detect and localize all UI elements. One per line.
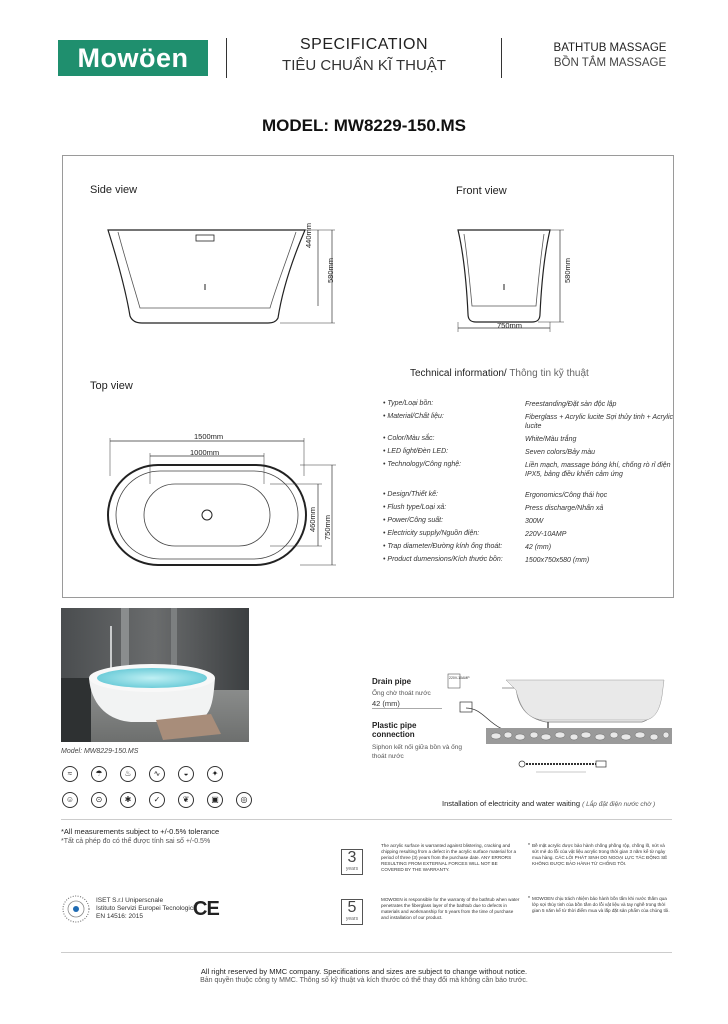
asterisk: * [528,896,530,902]
leaf-icon: ❦ [178,792,194,808]
spec-value: 1500x750x580 (mm) [525,557,590,564]
warranty-unit: years [345,916,359,922]
tech-info-title [410,368,589,379]
plastic-pipe-label: Plastic pipe connection [372,721,417,739]
installation-diagram [446,672,672,782]
warranty-unit: years [345,866,359,872]
spec-label: • Technology/Công nghệ: [383,461,462,468]
spec-row [383,491,673,504]
cert-icon: ✓ [149,792,165,808]
bath-icon: ≈ [62,766,78,782]
installation-caption-vi: ( Lắp đặt điện nước chờ ) [582,801,656,808]
photo-caption: Model: MW8229-150.MS [61,748,139,755]
footer-copyright-vi: Bản quyền thuộc công ty MMC. Thông số kỹ thuật và kích thước có thể thay đổi mà không cần báo trước. [200,977,528,984]
shower-icon: ☂ [91,766,107,782]
category-title-vi: BỒN TẮM MASSAGE [553,57,667,69]
panel-icon: ▣ [207,792,223,808]
tolerance-note: *All measurements subject to +/-0.5% tolerance [61,827,220,836]
spec-label: • Power/Công suất: [383,517,444,524]
warranty-years: 3 [347,849,357,866]
plastic-pipe-sub: Siphon kết nối giữa bồn và ống thoát nước [372,744,463,760]
warranty-5-years-badge [341,899,363,925]
tolerance-note-vi: *Tất cả phép đo có thể được tính sai số +/-0.5% [61,838,211,845]
spec-row [383,400,673,413]
massage-icon: ∿ [149,766,165,782]
drain-pipe-sub: Ống chờ thoát nước [372,690,431,697]
power-tag: 220V-10AMP [449,676,470,680]
wave-icon: ◒ [178,766,194,782]
warranty-3-text-vi: Bề mặt acrylic được bảo hành chống phồng rộp, chống lõ, nứt và sứt mẻ do lỗi của vật liệu acrylic trong thời gian 3 năm kể từ ngày mua hàng. CÁC LỖI PHÁT SINH DO NGOẠI LỰC TÁC ĐỘNG SẼ KHÔNG ĐƯỢC BẢO HÀNH TỪ CHỐNG TÔI. [532,843,668,866]
top-inner-length: 1000mm [190,448,220,457]
top-length: 1500mm [194,432,224,441]
spec-label: • Flush type/Loại xả: [383,504,447,511]
top-width: 750mm [323,514,332,540]
spec-label: • LED light/Đèn LED: [383,448,449,455]
side-inner-height: 440mm [304,222,313,248]
warranty-years: 5 [347,899,357,916]
top-view-label: Top view [90,380,133,392]
spec-value: 42 (mm) [525,544,552,551]
spec-row [383,530,673,543]
front-view-drawing [450,222,580,337]
spec-value: Liền mạch, massage bóng khí, chống rò rỉ điện IPX5, bảng điều khiển cảm ứng [525,462,671,478]
front-view-label: Front view [456,185,507,197]
spec-row [383,517,673,530]
spec-value: White/Màu trắng [525,436,577,443]
spec-row [383,435,673,448]
spec-label: • Color/Màu sắc: [383,435,435,442]
cert-line1: ISET S.r.l Uniperscnale [96,897,164,904]
ce-mark-icon: CE [193,898,219,920]
person-icon: ☺ [62,792,78,808]
spec-value: Press discharge/Nhấn xả [525,505,604,512]
installation-caption [442,799,655,808]
warranty-3-text: The acrylic surface is warranted against blistering, cracking and chipping resulting from a defect in the acrylic surface material for a period of three (3) years from the purchase date. ANY ERRORS RESULTING FROM EXTERNAL FORCES WILL NOT BE COVERED BY THE WARRANTY. [381,843,517,872]
bathtub-photo-illustration [61,608,249,742]
model-heading: MODEL: MW8229-150.MS [261,116,467,135]
spec-value: Ergonomics/Công thái học [525,492,608,499]
product-photo [61,608,249,742]
brand-logo: Mowöen [58,40,208,76]
spec-value: Freestanding/Đặt sàn độc lập [525,401,617,408]
spec-list [383,400,673,569]
footer-divider [61,952,672,953]
thermometer-icon: ♨ [120,766,136,782]
spec-value: 300W [525,518,544,525]
front-height: 580mm [563,257,572,283]
overflow-icon [196,235,214,241]
drain-pipe-value: 42 (mm) [372,699,400,708]
side-outer-height: 580mm [326,257,335,283]
spec-label: • Design/Thiết kế: [383,491,438,498]
spec-value: 220V-10AMP [525,531,567,538]
asterisk: * [528,843,530,849]
spec-label: • Trap diameter/Đường kính ống thoát: [383,543,503,550]
section-divider [61,819,672,820]
warranty-5-text: MOWOEN is responsible for the warranty of the bathtub when water penetrates the fiberglass layer of the bathtub due to defects in materials and workmanship for 5 years from the time of purchase and installation of our product. [381,897,520,920]
spec-value: Fiberglass + Acrylic lucite Sợi thủy tinh + Acrylic lucite [525,414,674,430]
spec-row [383,504,673,517]
spec-row [383,556,673,569]
side-view-label: Side view [90,184,138,196]
jet-icon: ✱ [120,792,136,808]
category-title: BATHTUB MASSAGE [553,42,667,54]
cert-line3: EN 14516: 2015 [96,913,143,920]
header-divider [226,38,227,78]
page-title: SPECIFICATION [300,36,428,53]
warranty-5-text-vi: MOWOEN chịu trách nhiệm bảo hành bồn tắm khi nước thấm qua lớp sợi thủy tinh của bồn tắm do lỗi vật liệu và tay nghề trong thời gian 5 năm kể từ thời điểm mua và lắp đặt sản phẩm của chúng tôi. [532,896,670,913]
iset-seal-icon [61,894,91,924]
warranty-3-years-badge [341,849,363,875]
spec-label: • Electricity supply/Nguồn điện: [383,530,480,537]
header-divider [501,38,502,78]
cert-line2: Istituto Servizi Europei Tecnologici [96,905,195,912]
spec-label: • Type/Loại bồn: [383,400,434,407]
spec-row [383,448,673,461]
spec-row [383,413,673,435]
footer-copyright: All right reserved by MMC company. Specifications and sizes are subject to change without notice. [200,967,528,976]
spec-row [383,461,673,491]
front-width: 750mm [497,321,523,330]
tech-title-vi: Thông tin kỹ thuật [509,368,589,379]
bubble-icon: ◎ [236,792,252,808]
divider [372,708,442,709]
control-icon: ✦ [207,766,223,782]
spec-row [383,543,673,556]
spec-value: Seven colors/Bảy màu [525,449,596,456]
installation-caption-en: Installation of electricity and water waiting [442,799,580,808]
spec-label: • Product dumensions/Kích thước bồn: [383,556,503,563]
page-title-vi: TIÊU CHUẨN KĨ THUẬT [282,57,446,74]
top-inner-width: 460mm [308,506,317,532]
drain-icon: ⊙ [91,792,107,808]
drain-pipe-label: Drain pipe [372,677,412,686]
spec-label: • Material/Chất liệu: [383,413,444,420]
tech-title-en: Technical information/ [410,368,507,379]
